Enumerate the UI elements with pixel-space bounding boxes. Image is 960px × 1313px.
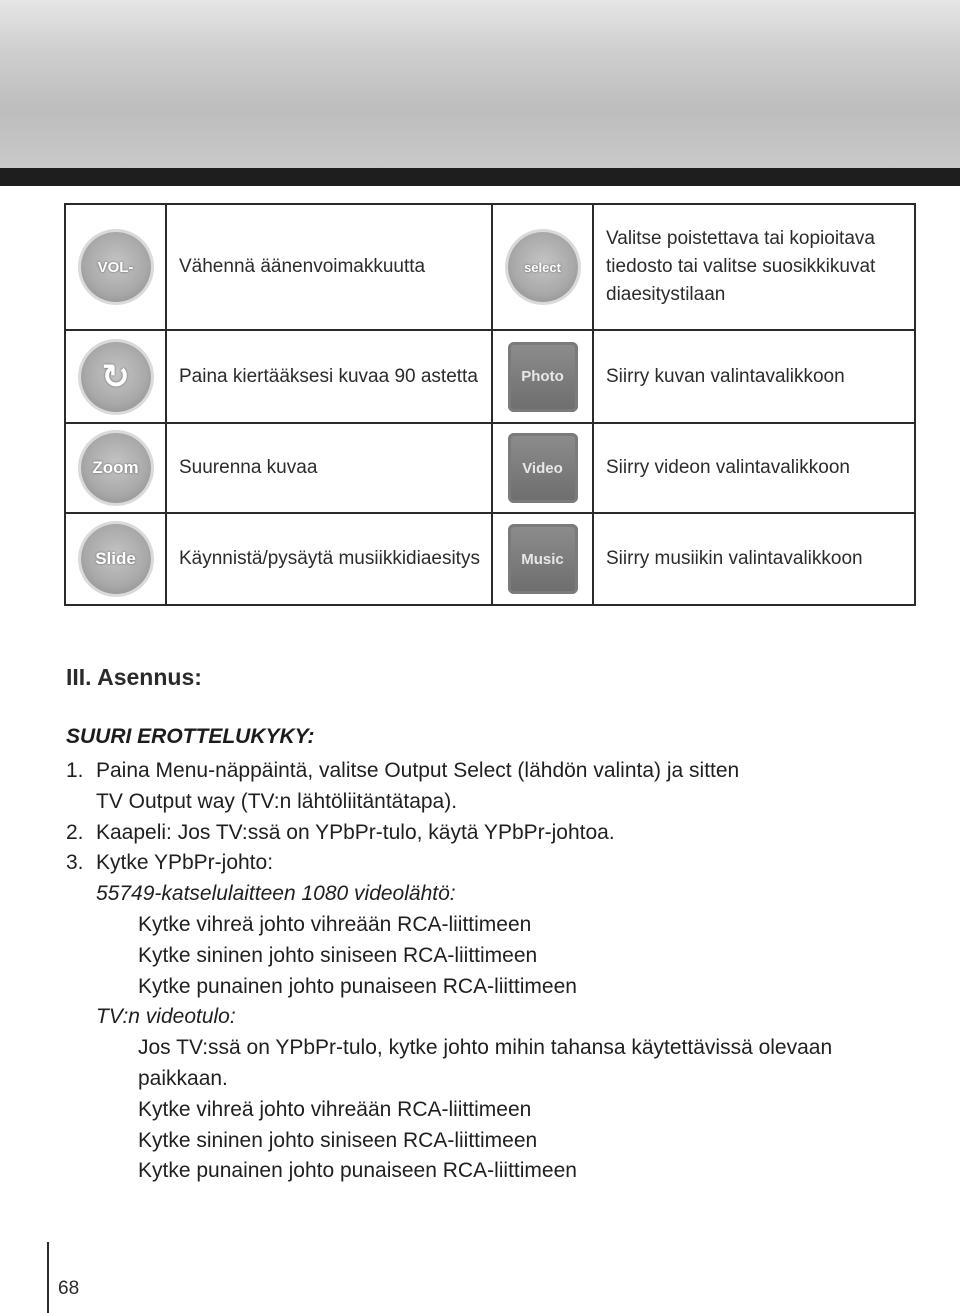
step-text: Paina Menu-näppäintä, valitse Output Select (lähdön valinta) ja sitten xyxy=(96,759,740,782)
tv-line: Kytke sininen johto siniseen RCA-liittimeen xyxy=(138,1128,538,1152)
step-text: TV Output way (TV:n lähtöliitäntätapa). xyxy=(96,789,458,813)
page-number: 68 xyxy=(58,1278,80,1299)
icon-cell xyxy=(493,424,594,514)
function-text: Valitse poistettava tai kopioitava tiedosto tai valitse suosikkikuvat diaesitystilaan xyxy=(594,205,914,331)
function-text: Paina kiertääksesi kuvaa 90 astetta xyxy=(167,331,493,424)
zoom-button-icon: Zoom xyxy=(81,433,151,503)
icon-cell xyxy=(493,205,594,331)
icon-cell xyxy=(66,205,167,331)
music-button-icon: Music xyxy=(508,524,578,594)
step-number: 2. xyxy=(66,820,84,844)
function-text: Siirry kuvan valintavalikkoon xyxy=(594,331,914,424)
icon-cell xyxy=(493,331,594,424)
output-line: Kytke punainen johto punaiseen RCA-liittimeen xyxy=(138,974,577,998)
tv-line: paikkaan. xyxy=(138,1066,228,1090)
button-function-table xyxy=(64,203,916,606)
tv-line: Kytke vihreä johto vihreään RCA-liittimeen xyxy=(138,1097,532,1121)
icon-cell xyxy=(66,331,167,424)
icon-cell xyxy=(66,514,167,604)
page-corner-rule xyxy=(47,1242,49,1313)
step-text: Kytke YPbPr-johto: xyxy=(96,851,274,875)
tv-line: Kytke punainen johto punaiseen RCA-liittimeen xyxy=(138,1159,577,1183)
step-1-continuation xyxy=(66,787,926,818)
tv-line: Jos TV:ssä on YPbPr-tulo, kytke johto mihin tahansa käytettävissä olevaan xyxy=(138,1036,833,1060)
section-title: III. Asennus: xyxy=(66,664,202,690)
step-1 xyxy=(66,756,926,787)
function-text: Suurenna kuvaa xyxy=(167,424,493,514)
photo-button-icon: Photo xyxy=(508,342,578,412)
icon-cell xyxy=(493,514,594,604)
output-line: Kytke vihreä johto vihreään RCA-liittimeen xyxy=(138,912,532,936)
function-text: Käynnistä/pysäytä musiikkidiaesitys xyxy=(167,514,493,604)
output-heading: 55749-katselulaitteen 1080 videolähtö: xyxy=(96,882,456,906)
page-header-band xyxy=(0,0,960,168)
vol-minus-button-icon: VOL- xyxy=(81,232,151,302)
tv-input-heading: TV:n videotulo: xyxy=(96,1005,236,1029)
rotate-button-icon: ↻ xyxy=(81,342,151,412)
icon-cell xyxy=(66,424,167,514)
output-line: Kytke sininen johto siniseen RCA-liittimeen xyxy=(138,943,538,967)
header-rule xyxy=(0,168,960,186)
step-3 xyxy=(66,848,926,879)
installation-steps xyxy=(66,756,926,1187)
section-subheading: SUURI EROTTELUKYKY: xyxy=(66,725,315,748)
function-text: Siirry videon valintavalikkoon xyxy=(594,424,914,514)
step-text: Kaapeli: Jos TV:ssä on YPbPr-tulo, käytä YPbPr-johtoa. xyxy=(96,820,615,844)
select-button-icon: select xyxy=(508,232,578,302)
function-text: Vähennä äänenvoimakkuutta xyxy=(167,205,493,331)
step-number: 3. xyxy=(66,851,84,875)
function-text: Siirry musiikin valintavalikkoon xyxy=(606,548,863,569)
step-2 xyxy=(66,818,926,849)
slide-button-icon: Slide xyxy=(81,524,151,594)
step-number: 1. xyxy=(66,759,84,782)
video-button-icon: Video xyxy=(508,433,578,503)
